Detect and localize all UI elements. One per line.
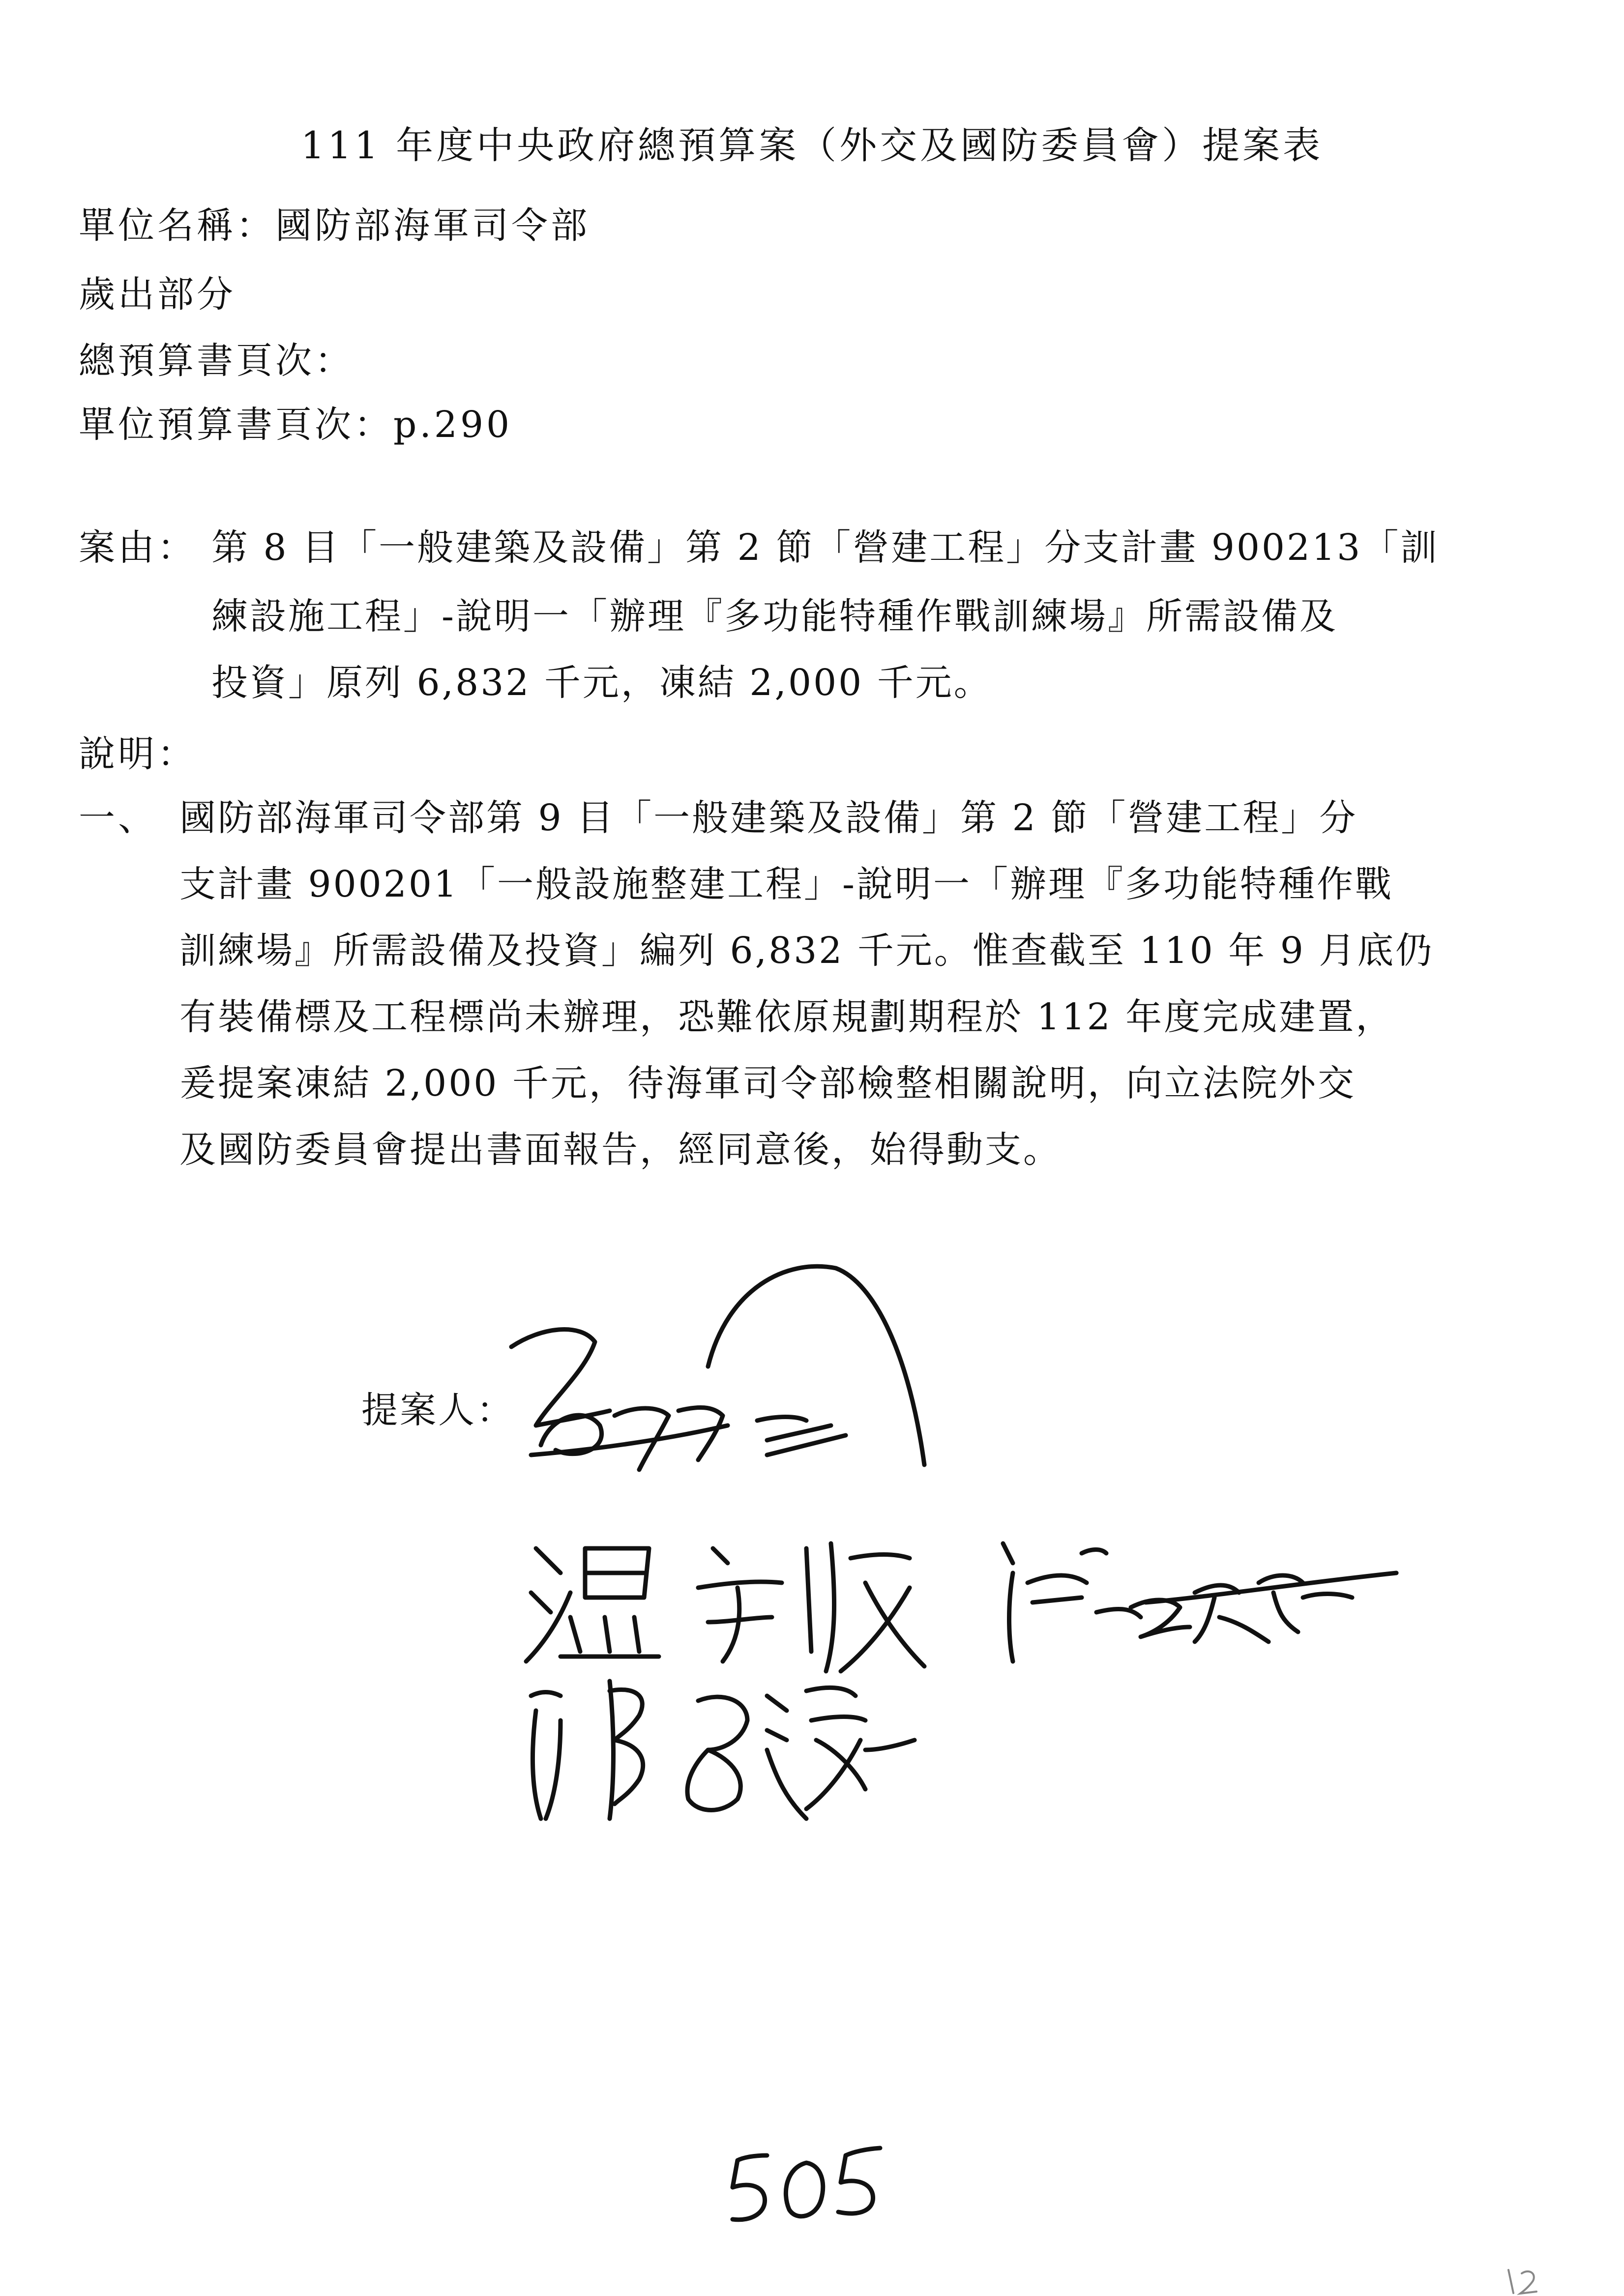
item-line-4: 有裝備標及工程標尚未辦理，恐難依原規劃期程於 112 年度完成建置，	[179, 996, 1394, 1038]
corner-mark	[1508, 2270, 1536, 2294]
case-label: 案由：	[79, 526, 197, 569]
item-line-2: 支計畫 900201「一般設施整建工程」-說明一「辦理『多功能特種作戰	[179, 863, 1394, 905]
signature-2	[526, 1543, 924, 1671]
total-budget-page: 總預算書頁次：	[79, 340, 354, 382]
signature-3	[1003, 1543, 1396, 1661]
section-label: 歲出部分	[79, 273, 236, 316]
case-line-3: 投資」原列 6,832 千元，凍結 2,000 千元。	[211, 662, 992, 704]
handwritten-page-number	[733, 2148, 880, 2220]
item-line-3: 訓練場』所需設備及投資」編列 6,832 千元。惟查截至 110 年 9 月底仍	[179, 930, 1434, 972]
document-title: 111 年度中央政府總預算案（外交及國防委員會）提案表	[300, 123, 1324, 167]
unit-name: 單位名稱：國防部海軍司令部	[79, 204, 590, 247]
item-number: 一、	[79, 797, 157, 839]
item-line-1: 國防部海軍司令部第 9 目「一般建築及設備」第 2 節「營建工程」分	[179, 797, 1358, 839]
item-line-5: 爰提案凍結 2,000 千元，待海軍司令部檢整相關說明，向立法院外交	[179, 1062, 1356, 1104]
explanation-label: 說明：	[79, 733, 197, 775]
case-line-1: 第 8 目「一般建築及設備」第 2 節「營建工程」分支計畫 900213「訓	[211, 526, 1439, 569]
signature-1	[511, 1266, 924, 1470]
proposer-label: 提案人：	[361, 1389, 515, 1431]
unit-budget-page: 單位預算書頁次：p.290	[79, 404, 513, 446]
item-line-6: 及國防委員會提出書面報告，經同意後，始得動支。	[179, 1129, 1062, 1171]
signature-4	[531, 1681, 915, 1819]
case-line-2: 練設施工程」-說明一「辦理『多功能特種作戰訓練場』所需設備及	[211, 595, 1338, 638]
